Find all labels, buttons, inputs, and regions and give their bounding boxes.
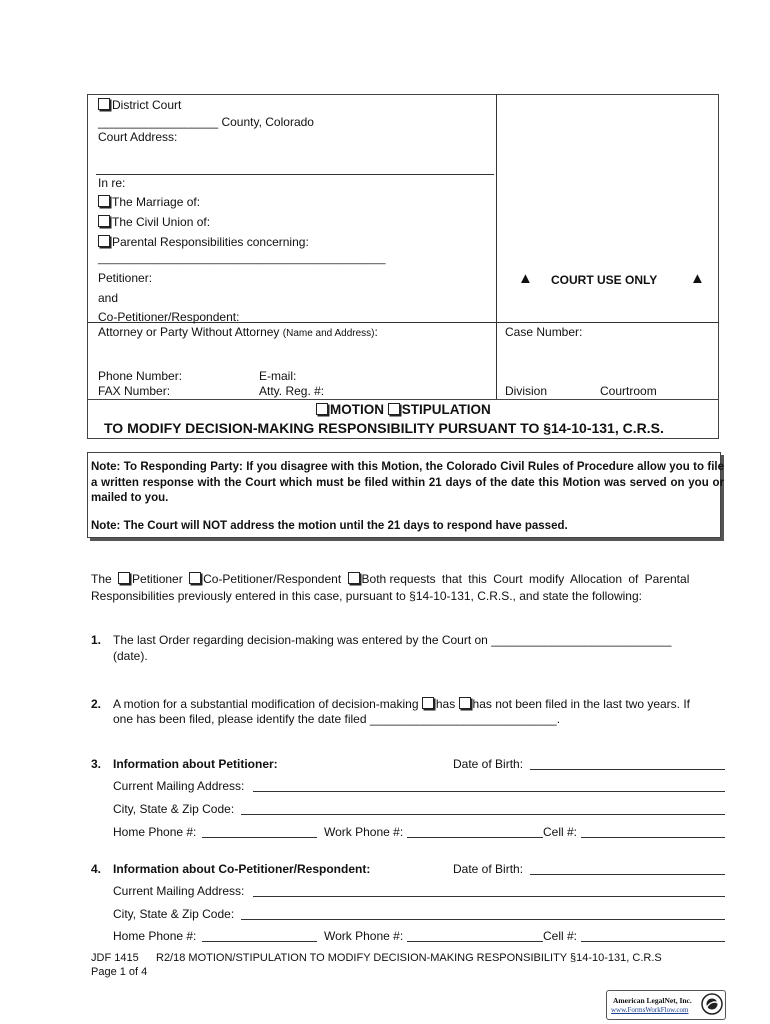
intro-both-checkbox[interactable]: [348, 572, 360, 584]
intro-line-2: Responsibilities previously entered in this case, pursuant to §14-10-131, C.R.S., and state the following:: [91, 589, 642, 603]
footer-form-id: JDF 1415: [91, 952, 139, 964]
attorney-label: [98, 325, 378, 339]
stipulation-label: STIPULATION: [401, 402, 491, 417]
item-3-home-phone-label: Home Phone #:: [113, 825, 197, 839]
intro-both-label: Both: [361, 572, 387, 586]
intro-petitioner-label: Petitioner: [132, 572, 183, 586]
marriage-checkbox[interactable]: [98, 195, 110, 207]
and-label: and: [98, 291, 119, 305]
caption-vertical-divider: [496, 94, 497, 399]
item-4-heading: Information about Co-Petitioner/Respondent:: [113, 862, 371, 876]
marriage-label: The Marriage of:: [112, 195, 201, 209]
item-3-work-phone-label: Work Phone #:: [324, 825, 404, 839]
party-blank-line: _______________________________________________: [98, 253, 386, 265]
co-petitioner-label: Co-Petitioner/Respondent:: [98, 310, 240, 324]
courtroom-label: Courtroom: [600, 384, 657, 398]
title-line-1: [316, 402, 491, 417]
item-2-has-not-checkbox[interactable]: [459, 697, 471, 709]
attorney-label-text: Attorney or Party Without Attorney: [98, 325, 280, 339]
item-3-cell-label: Cell #:: [543, 825, 578, 839]
item-3-cell-field[interactable]: [581, 837, 725, 838]
parental-label: Parental Responsibilities concerning:: [112, 235, 309, 249]
case-number-label: Case Number:: [505, 325, 583, 339]
note-paragraph-1: Note: To Responding Party: If you disagree with this Motion, the Colorado Civil Rules of Procedure allow you to file a written response with the Court which must be filed within 21 days of the date this Motion was served on you or mailed to you.: [91, 461, 724, 504]
district-court-label: District Court: [112, 98, 182, 112]
stipulation-checkbox[interactable]: [388, 403, 400, 415]
court-use-only-label: COURT USE ONLY: [551, 273, 658, 287]
civil-union-label: The Civil Union of:: [112, 215, 211, 229]
item-3-dob-field[interactable]: [530, 769, 725, 770]
caption-left-divider: [96, 174, 494, 175]
title-line-2: TO MODIFY DECISION-MAKING RESPONSIBILITY PURSUANT TO §14-10-131, C.R.S.: [104, 420, 664, 436]
fax-label: FAX Number:: [98, 384, 171, 398]
item-2-has-not-label: has not been filed in the last two years. If: [472, 697, 691, 711]
item-3-work-phone-field[interactable]: [407, 837, 543, 838]
division-label: Division: [505, 384, 548, 398]
item-4-home-phone-label: Home Phone #:: [113, 929, 197, 943]
motion-checkbox[interactable]: [316, 403, 328, 415]
intro-co-petitioner-label: Co-Petitioner/Respondent: [203, 572, 342, 586]
parental-option[interactable]: [98, 235, 309, 249]
in-re-label: In re:: [98, 176, 126, 190]
intro-line-1: [91, 572, 689, 586]
item-3-city-field[interactable]: [241, 814, 725, 815]
item-3-number: 3.: [91, 757, 102, 771]
parental-checkbox[interactable]: [98, 235, 110, 247]
item-2-has-checkbox[interactable]: [422, 697, 434, 709]
county-line: __________________ County, Colorado: [98, 115, 314, 129]
item-4-city-label: City, State & Zip Code:: [113, 907, 235, 921]
intro-rest-line-1: requests that this Court modify Allocation of Parental: [389, 572, 690, 586]
petitioner-label: Petitioner:: [98, 271, 153, 285]
item-1-number: 1.: [91, 633, 102, 647]
civil-union-checkbox[interactable]: [98, 215, 110, 227]
item-2-has-label: has: [435, 697, 456, 711]
court-address-label: Court Address:: [98, 130, 178, 144]
item-3-mailing-field[interactable]: [253, 791, 725, 792]
item-3-heading: Information about Petitioner:: [113, 757, 278, 771]
attorney-sublabel: (Name and Address): [282, 328, 375, 339]
intro-co-petitioner-checkbox[interactable]: [189, 572, 201, 584]
civil-union-option[interactable]: [98, 215, 210, 229]
item-4-dob-label: Date of Birth:: [453, 862, 524, 876]
item-4-city-field[interactable]: [241, 919, 725, 920]
footer-page-number: Page 1 of 4: [91, 966, 148, 978]
intro-petitioner-checkbox[interactable]: [118, 572, 130, 584]
item-2-line-1: [113, 697, 690, 711]
item-1-text: The last Order regarding decision-making was entered by the Court on ___________________________: [113, 633, 672, 647]
up-arrow-right-icon: ▲: [690, 270, 705, 287]
atty-reg-label: Atty. Reg. #:: [259, 384, 325, 398]
intro-the: The: [91, 572, 112, 586]
american-legalnet-logo[interactable]: [606, 990, 726, 1020]
item-3-mailing-label: Current Mailing Address:: [113, 779, 245, 793]
item-3-home-phone-field[interactable]: [202, 837, 317, 838]
item-4-cell-field[interactable]: [581, 941, 725, 942]
motion-label: MOTION: [330, 402, 384, 417]
item-2-number: 2.: [91, 697, 102, 711]
logo-company-name: American LegalNet, Inc.: [613, 996, 692, 1005]
up-arrow-left-icon: ▲: [518, 270, 533, 287]
item-4-mailing-field[interactable]: [253, 896, 725, 897]
item-4-work-phone-field[interactable]: [407, 941, 543, 942]
item-1-text-2: (date).: [113, 649, 148, 663]
logo-website: www.FormsWorkFlow.com: [611, 1006, 689, 1014]
item-3-city-label: City, State & Zip Code:: [113, 802, 235, 816]
footer-form-title: R2/18 MOTION/STIPULATION TO MODIFY DECISION-MAKING RESPONSIBILITY §14-10-131, C.R.S: [156, 952, 662, 964]
district-court-option[interactable]: [98, 98, 181, 112]
note-paragraph-2: Note: The Court will NOT address the motion until the 21 days to respond have passed.: [91, 520, 568, 532]
item-4-home-phone-field[interactable]: [202, 941, 317, 942]
item-3-dob-label: Date of Birth:: [453, 757, 524, 771]
phone-label: Phone Number:: [98, 369, 183, 383]
attorney-colon: :: [374, 325, 378, 339]
email-label: E-mail:: [259, 369, 297, 383]
logo-emblem-icon: [701, 993, 723, 1015]
item-4-dob-field[interactable]: [530, 874, 725, 875]
district-court-checkbox[interactable]: [98, 98, 110, 110]
item-4-work-phone-label: Work Phone #:: [324, 929, 404, 943]
marriage-option[interactable]: [98, 195, 200, 209]
item-4-mailing-label: Current Mailing Address:: [113, 884, 245, 898]
item-4-number: 4.: [91, 862, 102, 876]
item-4-cell-label: Cell #:: [543, 929, 578, 943]
item-2-text: A motion for a substantial modification of decision-making: [113, 697, 419, 711]
item-2-line-2: one has been filed, please identify the date filed ____________________________.: [113, 712, 561, 726]
